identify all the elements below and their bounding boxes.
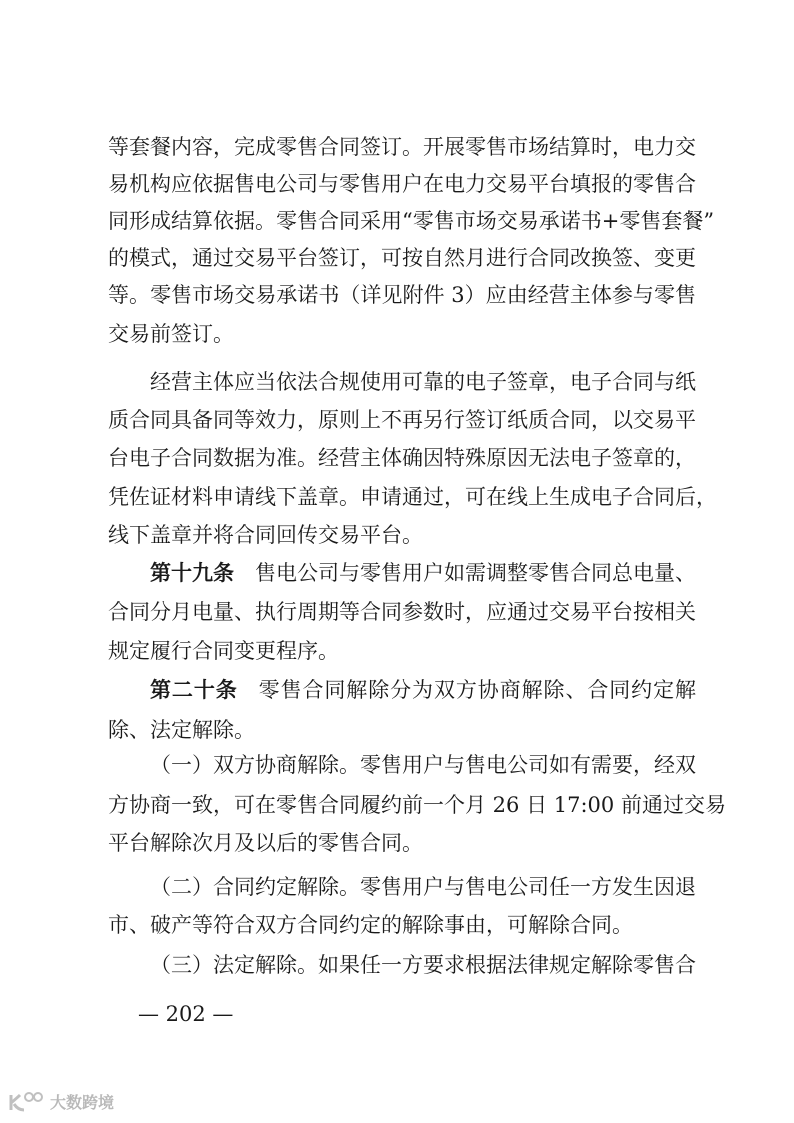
line-text: （一）双方协商解除。零售用户与售电公司如有需要，经双 [150,753,696,777]
text-line [108,245,696,271]
watermark-logo-icon [8,1091,46,1113]
page-number: — 202 — [138,1002,234,1026]
line-text: 零售合同解除分为双方协商解除、合同约定解 [258,678,697,702]
line-text: 合同分月电量、执行周期等合同参数时，应通过交易平台按相关 [108,600,696,624]
line-text: 等。零售市场交易承诺书（详见附件 3）应由经营主体参与零售 [108,283,696,307]
text-line [108,522,696,548]
line-text: 除、法定解除。 [108,718,255,742]
text-line [150,560,696,586]
line-text: 线下盖章并将合同回传交易平台。 [108,523,423,547]
watermark-text: 大数跨境 [50,1093,115,1112]
text-line [108,599,696,625]
line-text: （三）法定解除。如果任一方要求根据法律规定解除零售合 [150,953,696,977]
text-line [108,445,696,471]
text-line [108,282,696,308]
text-line [108,134,696,160]
text-line [108,638,696,664]
text-line [108,912,696,938]
line-text: 方协商一致，可在零售合同履约前一个月 26 日 17:00 前通过交易 [108,793,726,817]
line-text: 经营主体应当依法合规使用可靠的电子签章，电子合同与纸 [150,370,696,394]
line-text: 质合同具备同等效力，原则上不再另行签订纸质合同，以交易平 [108,408,696,432]
line-text: 凭佐证材料申请线下盖章。申请通过，可在线上生成电子合同后， [108,485,717,509]
article-heading: 第二十条 [150,677,238,702]
line-text: 平台解除次月及以后的零售合同。 [108,831,423,855]
text-line [108,208,715,234]
text-line [108,830,696,856]
line-text: 售电公司与零售用户如需调整零售合同总电量、 [255,561,696,585]
line-text: 同形成结算依据。零售合同采用“零售市场交易承诺书+零售套餐” [108,209,715,233]
text-line [108,407,696,433]
text-line [108,717,696,743]
line-text: 市、破产等符合双方合同约定的解除事由，可解除合同。 [108,913,633,937]
watermark [8,1090,114,1113]
article-heading: 第十九条 [150,560,234,585]
line-text: 等套餐内容，完成零售合同签订。开展零售市场结算时，电力交 [108,135,696,159]
text-line [150,369,696,395]
line-text: 台电子合同数据为准。经营主体确因特殊原因无法电子签章的， [108,446,696,470]
text-line [108,484,717,510]
line-text: 易机构应依据售电公司与零售用户在电力交易平台填报的零售合 [108,172,696,196]
text-line [108,171,696,197]
text-line [150,677,696,703]
text-line [108,792,726,818]
text-line [150,874,696,900]
line-text: 规定履行合同变更程序。 [108,639,339,663]
line-text: （二）合同约定解除。零售用户与售电公司任一方发生因退 [150,875,696,899]
text-line [150,952,696,978]
line-text: 的模式，通过交易平台签订，可按自然月进行合同改换签、变更 [108,246,696,270]
text-line [150,752,696,778]
line-text: 交易前签订。 [108,322,234,346]
text-line [108,321,696,347]
